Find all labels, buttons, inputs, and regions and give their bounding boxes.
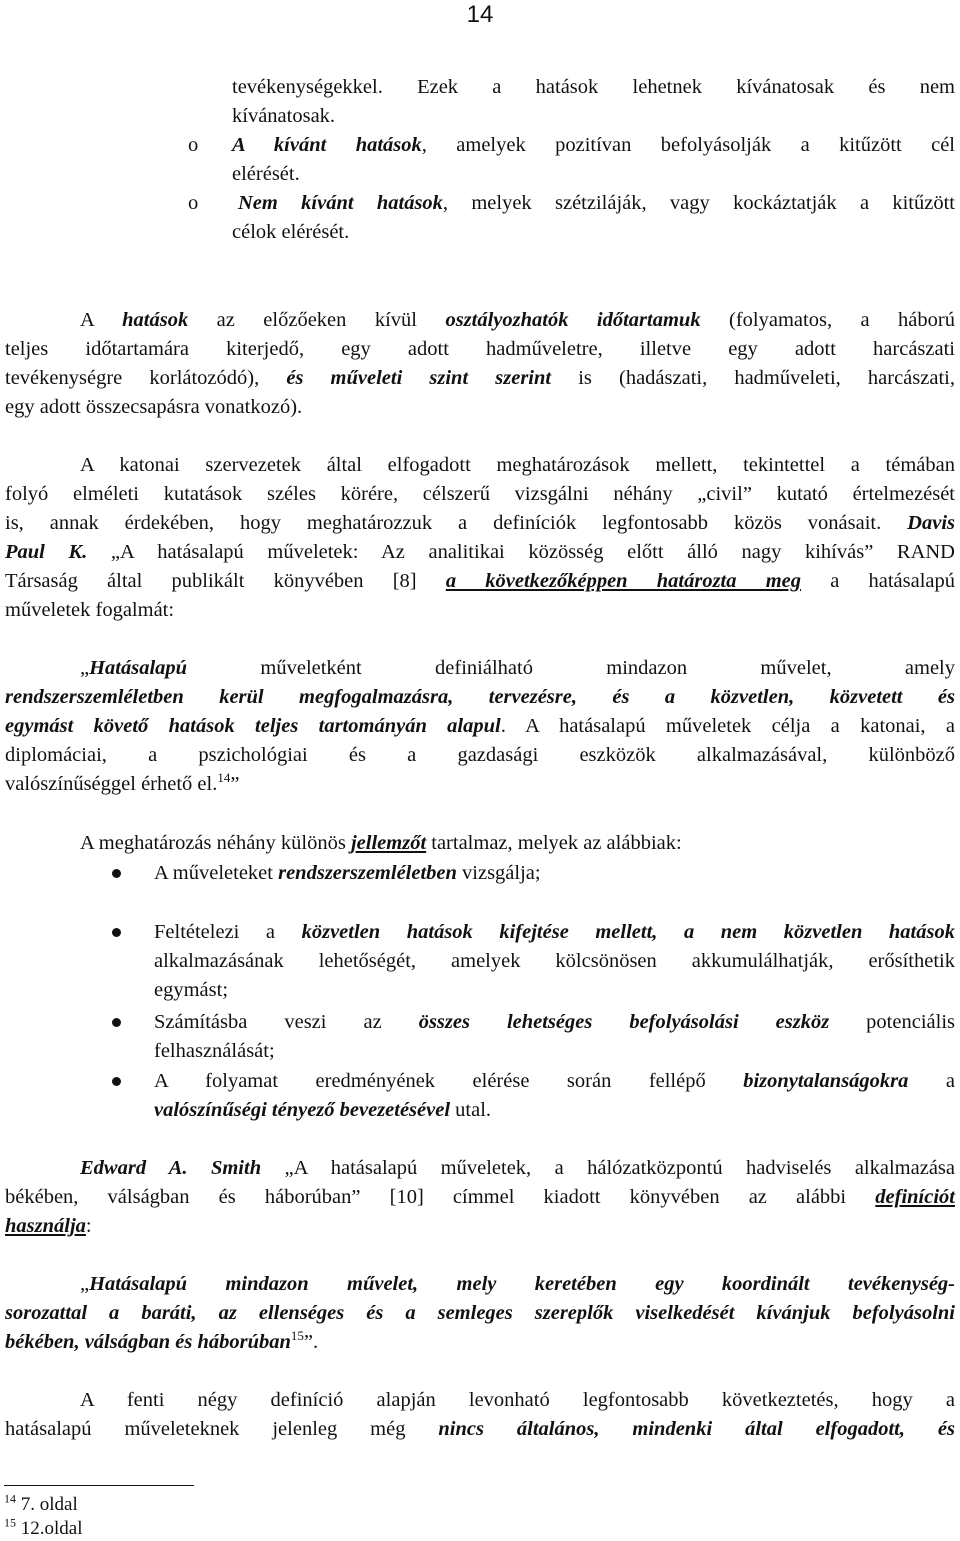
quote-line: valószínűséggel érhető el.$^{14}$” <box>5 770 240 795</box>
quote-line: rendszerszemléletben kerül megfogalmazásra, tervezésre, és a közvetlen, közvetett és <box>5 686 955 708</box>
quote-line: „Hatásalapú mindazon művelet, mely keretében egy koordinált tevékenység- <box>80 1273 955 1295</box>
quote-line: békében, válságban és háborúban$^{15}$”. <box>5 1328 319 1353</box>
footnote-ref: 15 <box>290 1328 304 1344</box>
list-marker: o <box>188 134 199 156</box>
bullet-icon <box>112 869 121 878</box>
quote-line: egymást követő hatások teljes tartományán alapul. A hatásalapú műveletek célja a katonai, a <box>5 715 955 737</box>
bullet-item-continuation: valószínűségi tényező bevezetésével utal. <box>154 1099 492 1121</box>
paragraph-line: is, annak érdekében, hogy meghatározzuk a definíciók legfontosabb közös vonásait. Davis <box>5 512 955 534</box>
bullet-item: A folyamat eredményének elérése során fellépő bizonytalanságokra a <box>154 1070 955 1092</box>
paragraph-line: A fenti négy definíció alapján levonható legfontosabb következtetés, hogy a <box>80 1389 955 1411</box>
bullet-icon <box>112 1018 121 1027</box>
paragraph-line: hatásalapú műveleteknek jelenleg még nincs általános, mindenki által elfogadott, és <box>5 1418 955 1440</box>
bullet-item: Számításba veszi az összes lehetséges befolyásolási eszköz potenciális <box>154 1011 955 1033</box>
list-item: Nem kívánt hatások, melyek szétziláják, vagy kockáztatják a kitűzött <box>238 192 955 214</box>
bullet-item: A műveleteket rendszerszemléletben vizsgálja; <box>154 862 541 884</box>
bullet-icon <box>112 1077 121 1086</box>
quote-line: diplomáciai, a pszichológiai és a gazdasági eszközök alkalmazásával, különböző <box>5 744 955 766</box>
paragraph-line: tevékenységre korlátozódó), és műveleti szint szerint is (hadászati, hadműveleti, harcászati, <box>5 367 955 389</box>
list-item-continuation: célok elérését. <box>232 221 350 243</box>
paragraph-line: Társaság által publikált könyvében [8] a következőképpen határozta meg a hatásalapú <box>5 570 955 592</box>
bullet-icon <box>112 928 121 937</box>
paragraph-line: békében, válságban és háborúban” [10] címmel kiadott könyvében az alábbi definíciót <box>5 1186 955 1208</box>
list-item: A kívánt hatások, amelyek pozitívan befolyásolják a kitűzött cél <box>232 134 955 156</box>
bullet-item-continuation: egymást; <box>154 979 229 1001</box>
paragraph-line: folyó elméleti kutatások széles körére, célszerű vizsgálni néhány „civil” kutató értelmezését <box>5 483 955 505</box>
paragraph-line: egy adott összecsapásra vonatkozó). <box>5 396 303 418</box>
quote-line: „Hatásalapú műveletként definiálható mindazon művelet, amely <box>80 657 955 679</box>
paragraph-line: A hatások az előzőeken kívül osztályozhatók időtartamuk (folyamatos, a háború <box>80 309 955 331</box>
bullet-item-continuation: alkalmazásának lehetőségét, amelyek kölcsönösen akkumulálhatják, erősíthetik <box>154 950 955 972</box>
footnote: $^{14}$ 7. oldal <box>4 1491 78 1515</box>
list-continuation-line: kívánatosak. <box>232 105 336 127</box>
footnote-separator <box>4 1485 194 1486</box>
paragraph-line: A katonai szervezetek által elfogadott meghatározások mellett, tekintettel a témában <box>80 454 955 476</box>
list-item-continuation: elérését. <box>232 163 300 185</box>
footnote-ref: 14 <box>217 770 231 786</box>
list-marker: o <box>188 192 199 214</box>
quote-line: sorozattal a baráti, az ellenséges és a semleges szereplők viselkedését kívánjuk befolyásolni <box>5 1302 955 1324</box>
paragraph-line: használja: <box>5 1215 92 1237</box>
bullet-item-continuation: felhasználását; <box>154 1040 275 1062</box>
page-number: 14 <box>466 1 494 28</box>
paragraph-line: Edward A. Smith „A hatásalapú műveletek, a hálózatközpontú hadviselés alkalmazása <box>80 1157 955 1179</box>
list-continuation-line: tevékenységekkel. Ezek a hatások lehetnek kívánatosak és nem <box>232 76 955 98</box>
paragraph-line: A meghatározás néhány különös jellemzőt tartalmaz, melyek az alábbiak: <box>80 832 682 854</box>
footnote: $^{15}$ 12.oldal <box>4 1515 83 1539</box>
paragraph-line: teljes időtartamára kiterjedő, egy adott hadműveletre, illetve egy adott harcászati <box>5 338 955 360</box>
bullet-item: Feltételezi a közvetlen hatások kifejtése mellett, a nem közvetlen hatások <box>154 921 955 943</box>
paragraph-line: műveletek fogalmát: <box>5 599 175 621</box>
paragraph-line: Paul K. „A hatásalapú műveletek: Az analitikai közösség előtt álló nagy kihívás” RAND <box>5 541 955 563</box>
